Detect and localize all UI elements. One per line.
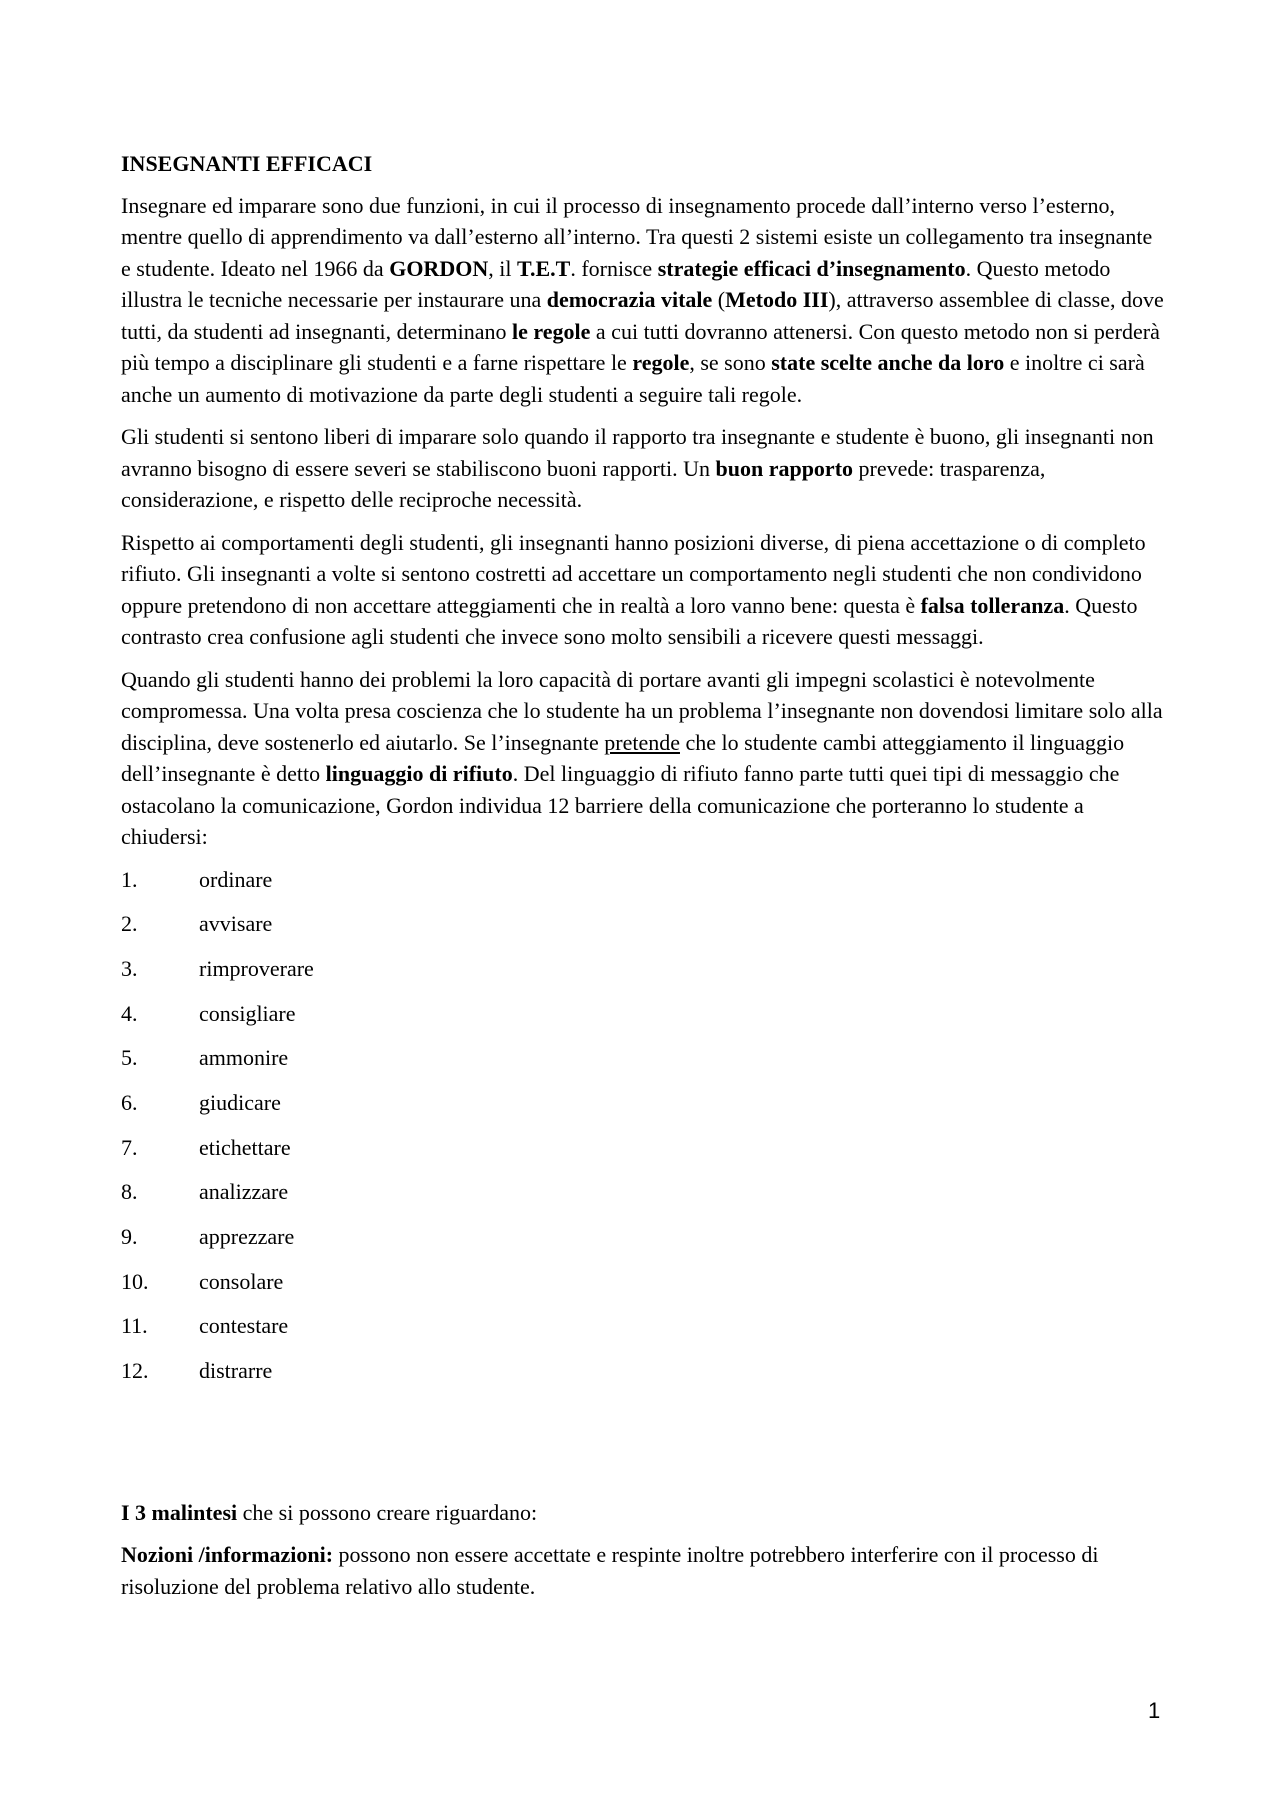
text-run: . Del linguaggio di rifiuto fanno parte tutti quei tipi di messaggio che ostacolano la comunicazione, Gordon individua 12 barriere della comunicazione che porteranno lo studente a chiudersi: [121,761,1120,849]
text-run: ), attraverso assemblee di classe, dove tutti, da studenti ad insegnanti, determinano [121,287,1164,344]
document-title: INSEGNANTI EFFICACI [121,151,373,176]
text-run: e inoltre ci sarà anche un aumento di motivazione da parte degli studenti a seguire tali regole. [121,350,1145,407]
list-item-text: apprezzare [199,1224,295,1249]
list-number: 2. [121,911,138,937]
text-run: prevede: trasparenza, considerazione, e rispetto delle reciproche necessità. [121,455,1046,512]
list-number: 1. [121,866,138,892]
paragraph-nozioni [121,1539,1166,1602]
bold-run: buon rapporto [715,455,854,481]
document-page [121,148,1166,1613]
text-run: . fornisce [570,255,658,281]
list-number: 11. [121,1313,148,1339]
text-run: . Questo metodo illustra le tecniche necessarie per instaurare una [121,255,1111,312]
list-item [121,1266,1166,1311]
bold-run: linguaggio di rifiuto [325,761,513,786]
list-item-text: analizzare [199,1179,289,1205]
bold-run: Metodo III [725,287,829,312]
list-number: 6. [121,1089,138,1115]
text-run: Gli studenti si sentono liberi di imparare solo quando il rapporto tra insegnante e studente è buono, gli insegnanti non avranno bisogno di essere severi se stabiliscono buoni rapporti. Un [121,424,1154,481]
bold-run: strategie efficaci d’insegnamento [657,255,966,281]
list-item-text: distrarre [199,1358,273,1384]
list-number: 4. [121,1000,138,1026]
bold-run: I 3 malintesi [121,1499,238,1525]
list-item [121,953,1166,998]
list-item-text: ammonire [199,1045,289,1071]
list-item-text: giudicare [199,1089,281,1115]
list-number: 3. [121,955,138,981]
bold-run: Nozioni /informazioni: [121,1542,334,1568]
list-item [121,864,1166,909]
list-item [121,1355,1166,1400]
list-item-text: contestare [199,1313,289,1339]
list-item-text: ordinare [199,866,273,892]
list-item [121,1221,1166,1266]
text-run: ( [712,287,726,312]
list-item [121,1042,1166,1087]
list-number: 5. [121,1045,138,1071]
text-run: a cui tutti dovranno attenersi. Con questo metodo non si perderà più tempo a disciplinare gli studenti e a farne rispettare le [121,318,1160,375]
text-run: che si possono creare riguardano: [237,1499,538,1525]
list-item-text: consolare [199,1268,284,1294]
barriers-list [121,864,1166,1400]
list-number: 8. [121,1179,138,1205]
text-run: che lo studente cambi atteggiamento il linguaggio dell’insegnante è detto [121,729,1125,786]
paragraph-tolleranza [121,527,1166,653]
list-number: 12. [121,1358,149,1384]
list-item [121,1176,1166,1221]
paragraph-malintesi [121,1497,1166,1529]
list-number: 10. [121,1268,149,1294]
bold-run: GORDON [389,255,489,281]
text-run: . Questo contrasto crea confusione agli studenti che invece sono molto sensibili a ricevere questi messaggi. [121,592,1138,649]
paragraph-rifiuto [121,664,1166,853]
list-item-text: consigliare [199,1000,296,1026]
list-item [121,908,1166,953]
text-run: , se sono [689,350,772,375]
list-number: 7. [121,1134,138,1160]
list-item-text: rimproverare [199,955,314,981]
page-number: 1 [1148,1698,1161,1723]
bold-run: state scelte anche da loro [771,350,1005,375]
blank-space [121,1400,1166,1497]
text-run: Insegnare ed imparare sono due funzioni, in cui il processo di insegnamento procede dall’interno verso l’esterno, mentre quello di apprendimento va dall’esterno all’interno. Tra questi 2 sistemi esiste un collegamento tra insegnante e studente. Ideato nel 1966 da [121,192,1153,281]
list-item [121,998,1166,1043]
list-item [121,1310,1166,1355]
text-run: possono non essere accettate e respinte inoltre potrebbero interferire con il processo di risoluzione del problema relativo allo studente. [121,1542,1099,1599]
bold-run: regole [632,350,690,375]
bold-run: democrazia vitale [546,287,713,312]
bold-run: le regole [512,318,591,344]
bold-run: T.E.T [516,255,571,281]
list-item-text: etichettare [199,1134,291,1160]
text-run: Rispetto ai comportamenti degli studenti, gli insegnanti hanno posizioni diverse, di piena accettazione o di completo rifiuto. Gli insegnanti a volte si sentono costretti ad accettare un comportamento negli studenti che non condividono oppure pretendono di non accettare atteggiamenti che in realtà a loro vanno bene: questa è [121,529,1146,618]
text-run: , il [488,255,517,281]
bold-run: falsa tolleranza [920,592,1065,618]
paragraph-intro [121,190,1166,411]
list-item [121,1087,1166,1132]
text-run: Quando gli studenti hanno dei problemi la loro capacità di portare avanti gli impegni scolastici è notevolmente compromessa. Una volta presa coscienza che lo studente ha un problema l’insegnante non dovendosi limitare solo alla disciplina, deve sostenerlo ed aiutarlo. Se l’insegnante [121,666,1163,755]
list-item [121,1132,1166,1177]
list-number: 9. [121,1224,138,1249]
underlined-run: pretende [604,729,680,755]
list-item-text: avvisare [199,911,273,937]
paragraph-rapporto [121,421,1166,516]
